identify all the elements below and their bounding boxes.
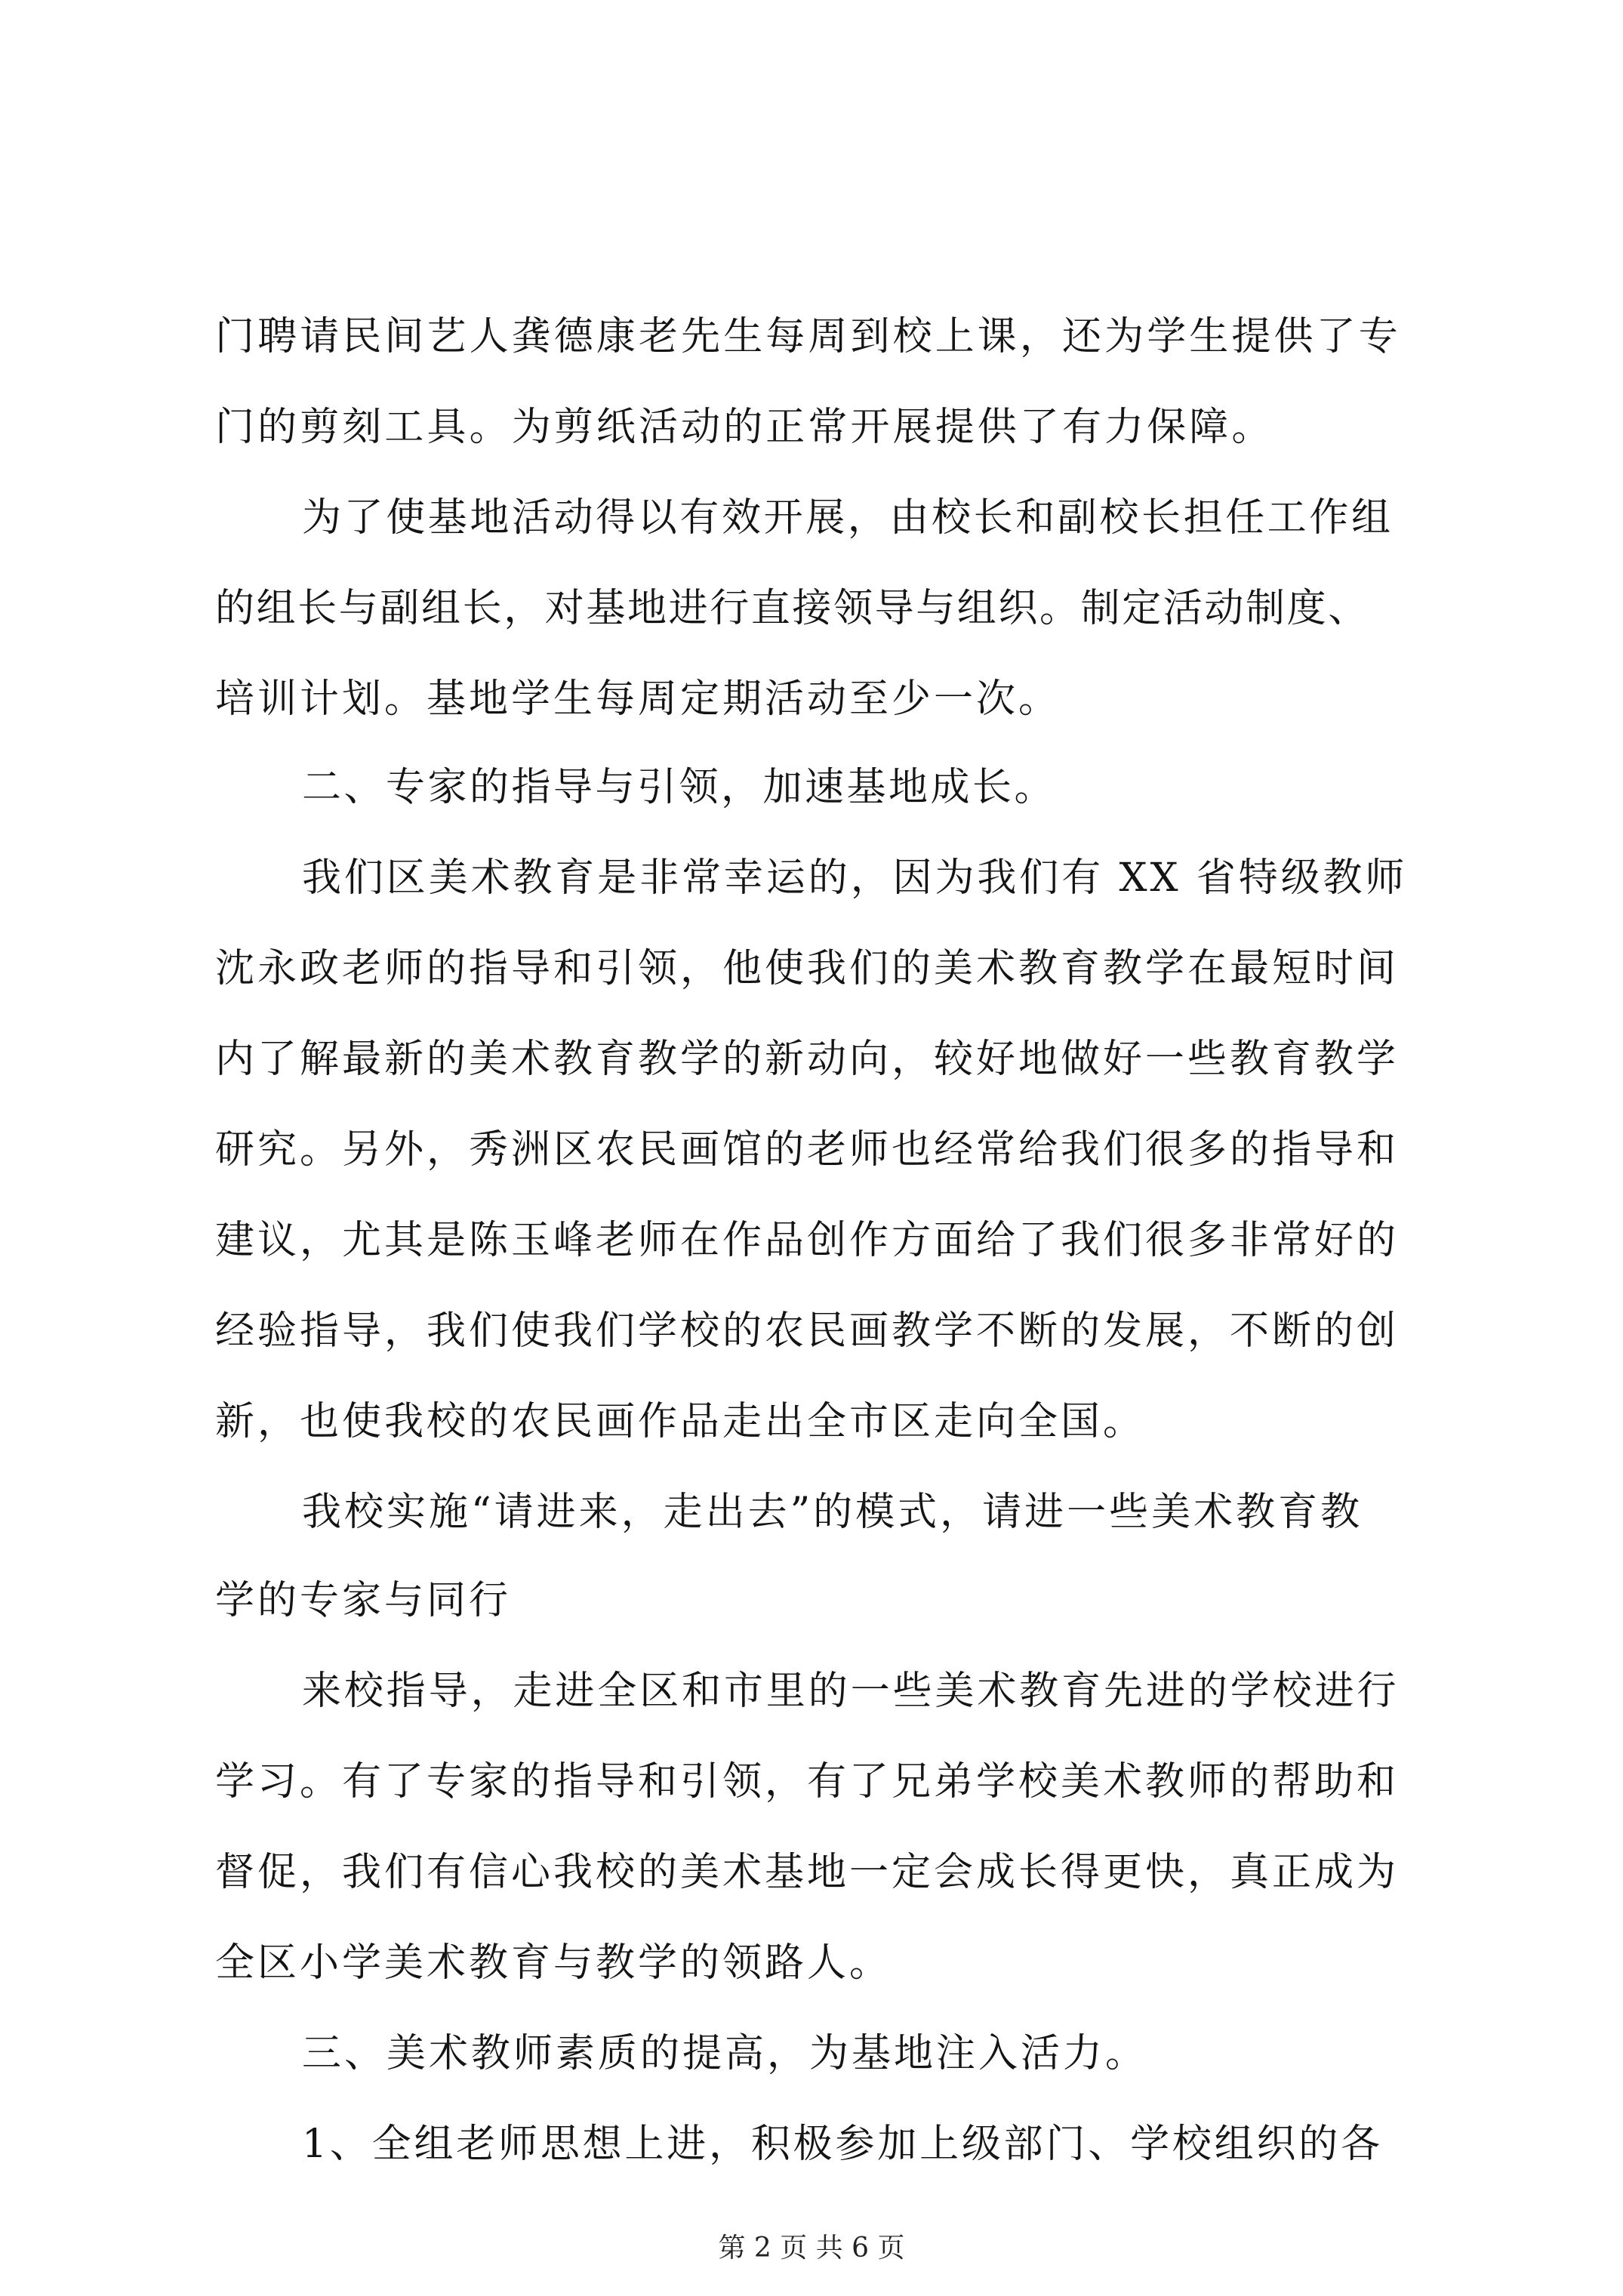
text-line: 学习。有了专家的指导和引领，有了兄弟学校美术教师的帮助和: [215, 1759, 1400, 1804]
text-line: 门聘请民间艺人龚德康老先生每周到校上课，还为学生提供了专: [215, 314, 1401, 359]
text-line: 沈永政老师的指导和引领，他使我们的美术教育教学在最短时间: [215, 946, 1400, 991]
text-line: 我校实施“请进来，走出去”的模式，请进一些美术教育教: [302, 1490, 1363, 1535]
text-line: 督促，我们有信心我校的美术基地一定会成长得更快，真正成为: [215, 1850, 1400, 1895]
text-line: 新，也使我校的农民画作品走出全市区走向全国。: [215, 1399, 1146, 1444]
text-line: 的组长与副组长，对基地进行直接领导与组织。制定活动制度、: [215, 586, 1369, 631]
text-line: 我们区美术教育是非常幸运的，因为我们有 XX 省特级教师: [302, 855, 1408, 901]
text-line: 门的剪刻工具。为剪纸活动的正常开展提供了有力保障。: [215, 405, 1274, 450]
text-line: 为了使基地活动得以有效开展，由校长和副校长担任工作组: [302, 495, 1394, 541]
page-footer: 第 2 页 共 6 页: [718, 2233, 905, 2264]
text-line: 全区小学美术教育与教学的领路人。: [215, 1940, 892, 1986]
text-line: 三、美术教师素质的提高，为基地注入活力。: [302, 2031, 1148, 2076]
text-line: 建议，尤其是陈玉峰老师在作品创作方面给了我们很多非常好的: [215, 1218, 1400, 1263]
text-line: 1、全组老师思想上进，积极参加上级部门、学校组织的各: [302, 2122, 1383, 2167]
text-line: 内了解最新的美术教育教学的新动向，较好地做好一些教育教学: [215, 1037, 1400, 1082]
text-line: 培训计划。基地学生每周定期活动至少一次。: [215, 676, 1061, 722]
text-line: 二、专家的指导与引领，加速基地成长。: [302, 765, 1057, 810]
text-line: 来校指导，走进全区和市里的一些美术教育先进的学校进行: [302, 1669, 1400, 1714]
text-line: 研究。另外，秀洲区农民画馆的老师也经常给我们很多的指导和: [215, 1127, 1400, 1173]
text-line: 经验指导，我们使我们学校的农民画教学不断的发展，不断的创: [215, 1308, 1400, 1354]
text-line: 学的专家与同行: [215, 1578, 512, 1623]
